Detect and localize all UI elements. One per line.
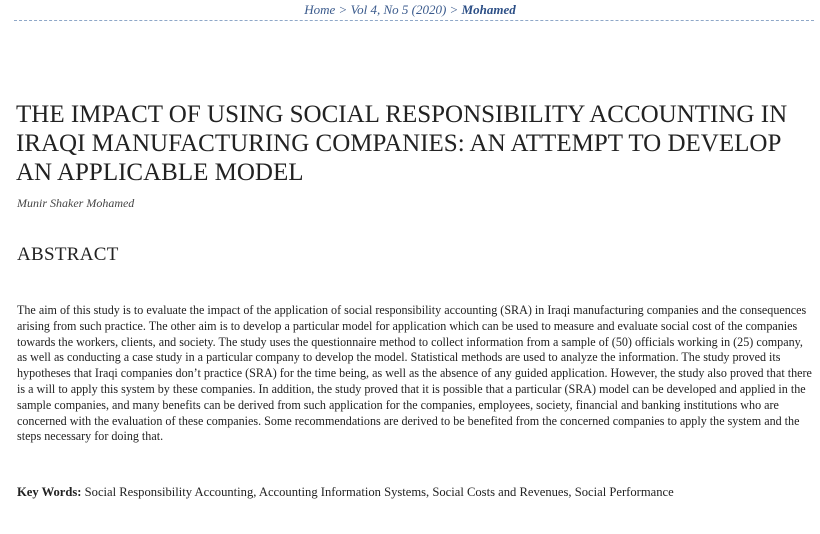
article-author: Munir Shaker Mohamed [17,196,135,210]
breadcrumb-current-link[interactable]: Mohamed [461,2,516,17]
breadcrumb-issue-link[interactable]: Vol 4, No 5 (2020) [350,2,447,17]
keywords-label: Key Words: [17,485,82,499]
header-divider [14,20,814,21]
abstract-heading: ABSTRACT [17,244,119,265]
breadcrumb-separator: > [338,2,348,17]
breadcrumb [0,2,820,18]
keywords-text: Social Responsibility Accounting, Accounting Information Systems, Social Costs and Revenues, Social Performance [84,485,674,499]
breadcrumb-home-link[interactable]: Home [304,2,336,17]
article-title: THE IMPACT OF USING SOCIAL RESPONSIBILITY ACCOUNTING IN IRAQI MANUFACTURING COMPANIES: AN ATTEMPT TO DEVELOP AN APPLICABLE MODEL [16,101,788,186]
keywords-line [17,484,812,500]
abstract-text: The aim of this study is to evaluate the impact of the application of social responsibility accounting (SRA) in Iraqi manufacturing companies and the consequences arising from such practice. The other aim is to develop a particular model for application which can be used to measure and evaluate social cost of the companies towards the workers, clients, and society. The study uses the questionnaire method to collect information from a sample of (50) officials working in (25) company, as well as conducting a case study in a particular company to develop the model. Statistical methods are used to analyze the information. The study proved its hypotheses that Iraqi companies don’t practice (SRA) for the time being, as well as the absence of any guided application. However, the study also proved that there is a will to apply this system by these companies. In addition, the study proved that it is possible that a particular (SRA) model can be developed and applied in the sample companies, and many benefits can be derived from such application for the companies, employees, society, financial and banking institutions who are concerned with the evaluation of these companies. Some recommendations are derived to be benefited from the concerned companies to apply the system and the steps necessary for doing that. [17,303,812,444]
breadcrumb-separator: > [449,2,459,17]
